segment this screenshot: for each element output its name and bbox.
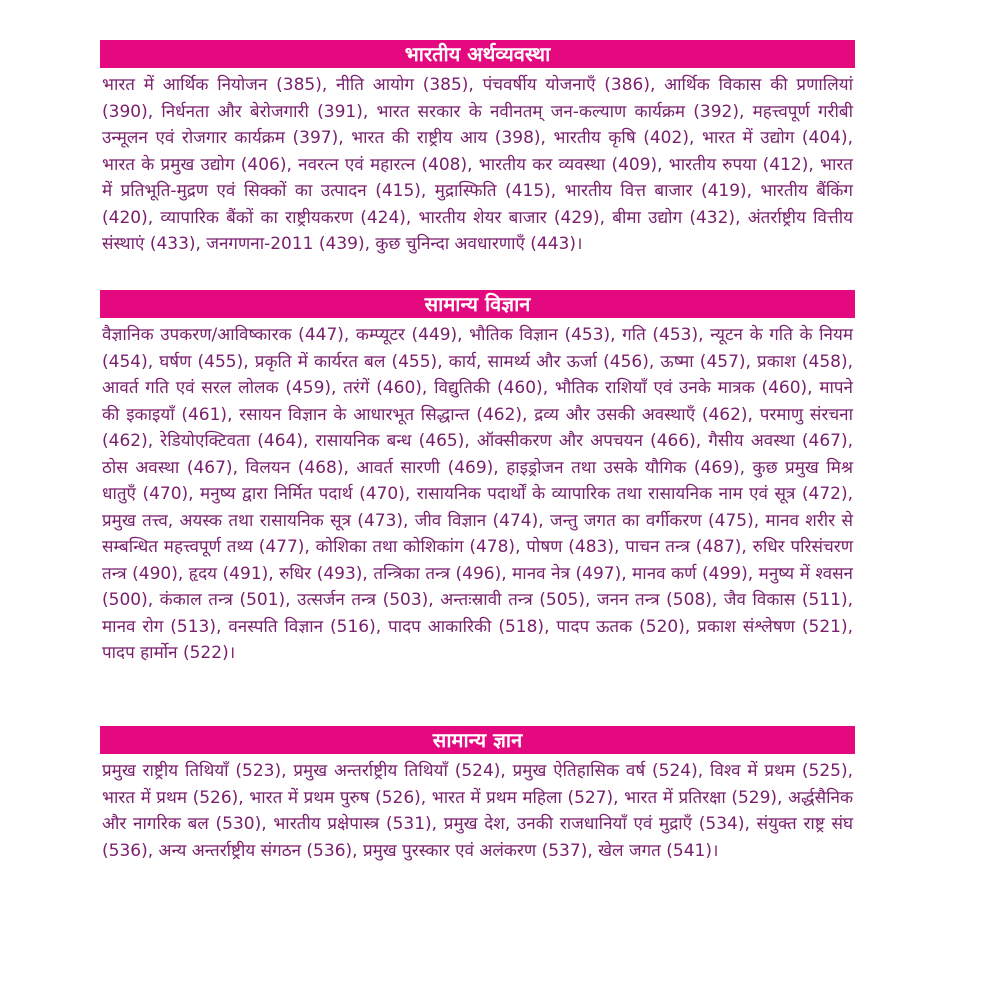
- contents-page: [100, 40, 855, 870]
- section-indian-economy: [100, 40, 855, 280]
- section-topics: प्रमुख राष्ट्रीय तिथियाँ (523), प्रमुख अन्तर्राष्ट्रीय तिथियाँ (524), प्रमुख ऐतिहासिक वर्ष (524), विश्व में प्रथम (525), भारत में प्रथम (526), भारत में प्रथम पुरुष (526), भारत में प्रथम महिला (527), भारत में प्रतिरक्षा (529), अर्द्धसैनिक और नागरिक बल (530), भारतीय प्रक्षेपास्त्र (531), प्रमुख देश, उनकी राजधानियाँ एवं मुद्राएँ (534), संयुक्त राष्ट्र संघ (536), अन्य अन्तर्राष्ट्रीय संगठन (536), प्रमुख पुरस्कार एवं अलंकरण (537), खेल जगत (541)।: [102, 761, 853, 861]
- section-heading: भारतीय अर्थव्यवस्था: [100, 40, 855, 68]
- section-heading: सामान्य ज्ञान: [100, 726, 855, 754]
- section-general-knowledge: [100, 726, 855, 864]
- section-heading: सामान्य विज्ञान: [100, 290, 855, 318]
- section-topics: भारत में आर्थिक नियोजन (385), नीति आयोग (385), पंचवर्षीय योजनाएँ (386), आर्थिक विकास की प्रणालियां (390), निर्धनता और बेरोजगारी (391), भारत सरकार के नवीनतम् जन-कल्याण कार्यक्रम (392), महत्त्वपूर्ण गरीबी उन्मूलन एवं रोजगार कार्यक्रम (397), भारत की राष्ट्रीय आय (398), भारतीय कृषि (402), भारत में उद्योग (404), भारत के प्रमुख उद्योग (406), नवरत्न एवं महारत्न (408), भारतीय कर व्यवस्था (409), भारतीय रुपया (412), भारत में प्रतिभूति-मुद्रण एवं सिक्कों का उत्पादन (415), मुद्रास्फिति (415), भारतीय वित्त बाजार (419), भारतीय बैंकिंग (420), व्यापारिक बैंकों का राष्ट्रीयकरण (424), भारतीय शेयर बाजार (429), बीमा उद्योग (432), अंतर्राष्ट्रीय वित्तीय संस्थाएं (433), जनगणना-2011 (439), कुछ चुनिन्दा अवधारणाएँ (443)।: [102, 75, 853, 254]
- section-topics: वैज्ञानिक उपकरण/आविष्कारक (447), कम्प्यूटर (449), भौतिक विज्ञान (453), गति (453), न्यूटन के गति के नियम (454), घर्षण (455), प्रकृति में कार्यरत बल (455), कार्य, सामर्थ्य और ऊर्जा (456), ऊष्मा (457), प्रकाश (458), आवर्त गति एवं सरल लोलक (459), तरंगें (460), विद्युतिकी (460), भौतिक राशियाँ एवं उनके मात्रक (460), मापने की इकाइयाँ (461), रसायन विज्ञान के आधारभूत सिद्धान्त (462), द्रव्य और उसकी अवस्थाएँ (462), परमाणु संरचना (462), रेडियोएक्टिवता (464), रासायनिक बन्ध (465), ऑक्सीकरण और अपचयन (466), गैसीय अवस्था (467), ठोस अवस्था (467), विलयन (468), आवर्त सारणी (469), हाइड्रोजन तथा उसके यौगिक (469), कुछ प्रमुख मिश्र धातुएँ (470), मनुष्य द्वारा निर्मित पदार्थ (470), रासायनिक पदार्थों के व्यापारिक तथा रासायनिक नाम एवं सूत्र (472), प्रमुख तत्त्व, अयस्क तथा रासायनिक सूत्र (473), जीव विज्ञान (474), जन्तु जगत का वर्गीकरण (475), मानव शरीर से सम्बन्धित महत्त्वपूर्ण तथ्य (477), कोशिका तथा कोशिकांग (478), पोषण (483), पाचन तन्त्र (487), रुधिर परिसंचरण तन्त्र (490), हृदय (491), रुधिर (493), तन्त्रिका तन्त्र (496), मानव नेत्र (497), मानव कर्ण (499), मनुष्य में श्वसन (500), कंकाल तन्त्र (501), उत्सर्जन तन्त्र (503), अन्तःस्रावी तन्त्र (505), जनन तन्त्र (508), जैव विकास (511), मानव रोग (513), वनस्पति विज्ञान (516), पादप आकारिकी (518), पादप ऊतक (520), प्रकाश संश्लेषण (521), पादप हार्मोन (522)।: [102, 325, 853, 663]
- section-general-science: [100, 290, 855, 720]
